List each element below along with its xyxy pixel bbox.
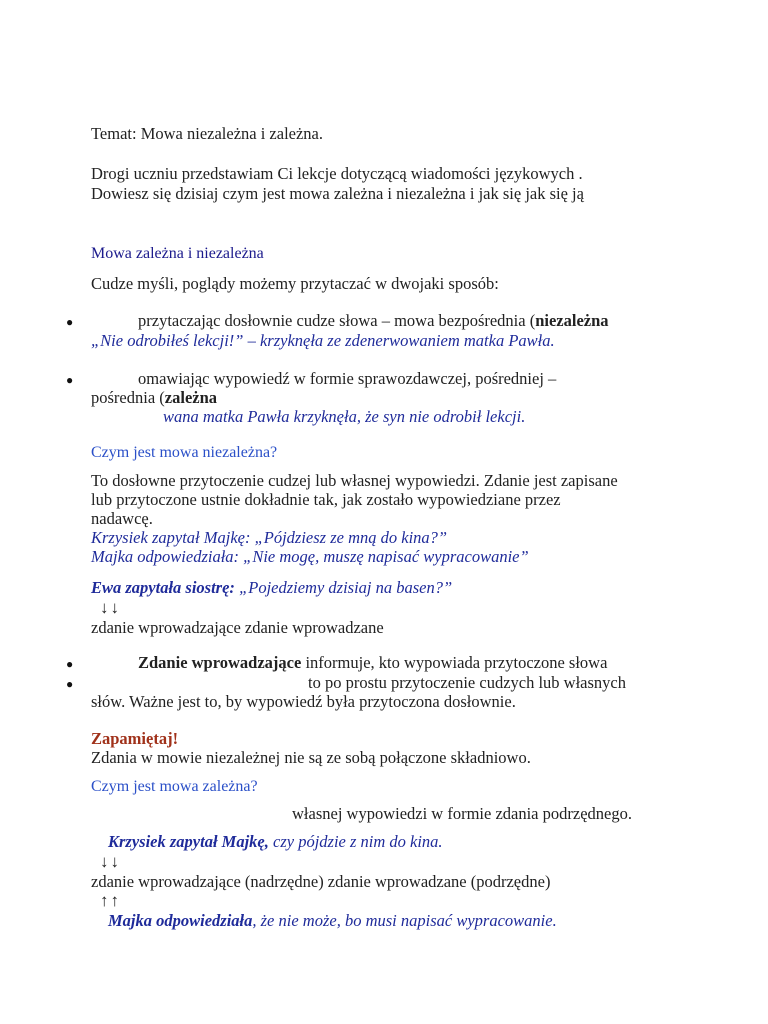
bullet-dot: ● bbox=[66, 373, 74, 387]
section3-labels: zdanie wprowadzające (nadrzędne) zdanie wprowadzane (podrzędne) bbox=[91, 872, 551, 891]
section2-bullet1 bbox=[138, 653, 607, 673]
section3-example-2 bbox=[108, 911, 557, 931]
section2-bullet1-bold: Zdanie wprowadzające bbox=[138, 653, 302, 672]
section3-paragraph-1: własnej wypowiedzi w formie zdania podrzędnego. bbox=[292, 804, 632, 823]
remember-text: Zdania w mowie niezależnej nie są ze sobą połączone składniowo. bbox=[91, 748, 531, 767]
bullet-dot: ● bbox=[66, 677, 74, 691]
section2-bullet1-rest: informuje, kto wypowiada przytoczone słowa bbox=[301, 653, 608, 672]
topic-line: Temat: Mowa niezależna i zależna. bbox=[91, 124, 324, 143]
section2-example-2: Majka odpowiedziała: „Nie mogę, muszę napisać wypracowanie” bbox=[91, 547, 529, 566]
bullet1-line bbox=[138, 311, 609, 331]
section2-paragraph-1: To dosłowne przytoczenie cudzej lub własnej wypowiedzi. Zdanie jest zapisane bbox=[91, 471, 618, 490]
section2-example-1: Krzysiek zapytał Majkę: „Pójdziesz ze mną do kina?” bbox=[91, 528, 448, 547]
up-arrows: ↑↑ bbox=[100, 891, 121, 910]
bullet-dot: ● bbox=[66, 315, 74, 329]
bullet2-bold: zależna bbox=[164, 388, 218, 407]
section3-example2-rest: , że nie może, bo musi napisać wypracowanie. bbox=[252, 911, 557, 930]
section1-lead: Cudze myśli, poglądy możemy przytaczać w dwojaki sposób: bbox=[91, 274, 499, 293]
example3-rest: „Pojedziemy dzisiaj na basen?” bbox=[234, 578, 453, 597]
section2-paragraph-3: nadawcę. bbox=[91, 509, 153, 528]
bullet-dot: ● bbox=[66, 657, 74, 671]
intro-line-2: Dowiesz się dzisiaj czym jest mowa zależna i niezależna i jak się jak się ją bbox=[91, 184, 584, 203]
bullet2-line-1: omawiając wypowiedź w formie sprawozdawczej, pośredniej – bbox=[138, 369, 557, 388]
down-arrows-2: ↓↓ bbox=[100, 852, 121, 871]
section2-example-3 bbox=[91, 578, 452, 598]
remember-title: Zapamiętaj! bbox=[91, 729, 179, 748]
section3-example2-bold: Majka odpowiedziała bbox=[108, 911, 253, 930]
bullet1-example: „Nie odrobiłeś lekcji!” – krzyknęła ze zdenerwowaniem matka Pawła. bbox=[91, 331, 555, 350]
section2-paragraph-2: lub przytoczone ustnie dokładnie tak, jak zostało wypowiedziane przez bbox=[91, 490, 561, 509]
section2-labels: zdanie wprowadzające zdanie wprowadzane bbox=[91, 618, 384, 637]
section2-bullet2-line-2: słów. Ważne jest to, by wypowiedź była przytoczona dosłownie. bbox=[91, 692, 516, 711]
section-heading-mowa: Mowa zależna i niezależna bbox=[91, 245, 264, 262]
section2-bullet2-line-1: to po prostu przytoczenie cudzych lub własnych bbox=[308, 673, 626, 692]
down-arrows: ↓↓ bbox=[100, 598, 121, 617]
section-heading-zalezna: Czym jest mowa zależna? bbox=[91, 778, 258, 795]
bullet1-bold: niezależna bbox=[535, 311, 609, 330]
intro-line-1: Drogi uczniu przedstawiam Ci lekcje dotyczącą wiadomości językowych . bbox=[91, 164, 583, 183]
section3-example1-rest: czy pójdzie z nim do kina. bbox=[268, 832, 443, 851]
bullet2-line-2 bbox=[91, 388, 217, 408]
section3-example1-bold: Krzysiek zapytał Majkę, bbox=[108, 832, 269, 851]
bullet1-text: przytaczając dosłownie cudze słowa – mowa bezpośrednia ( bbox=[138, 311, 536, 330]
section-heading-niezalezna: Czym jest mowa niezależna? bbox=[91, 444, 278, 461]
example3-bold: Ewa zapytała siostrę: bbox=[91, 578, 235, 597]
bullet2-example: wana matka Pawła krzyknęła, że syn nie odrobił lekcji. bbox=[163, 407, 526, 426]
section3-example-1 bbox=[108, 832, 443, 852]
bullet2-text: pośrednia ( bbox=[91, 388, 165, 407]
